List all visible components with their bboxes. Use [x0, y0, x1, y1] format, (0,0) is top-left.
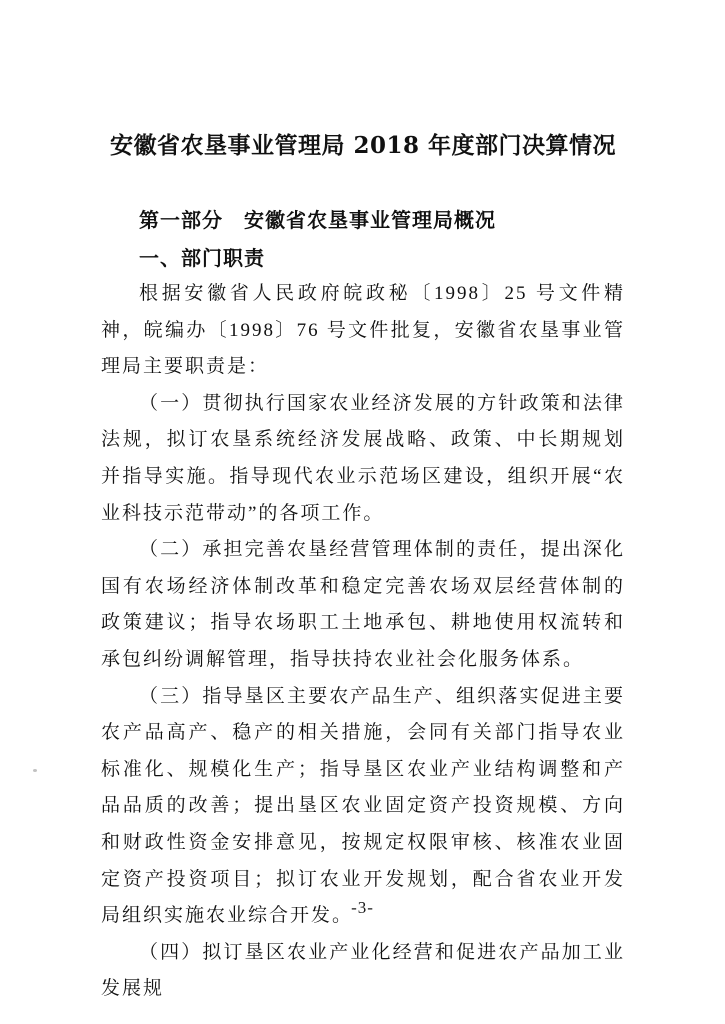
part-one-heading: 第一部分 安徽省农垦事业管理局概况	[139, 208, 496, 232]
paragraph-duty-2: （二）承担完善农垦经营管理体制的责任，提出深化国有农场经济体制改革和稳定完善农场双层经营体制的政策建议；指导农场职工土地承包、耕地使用权流转和承包纠纷调解管理，指导扶持农业社会化服务体系。	[101, 539, 625, 670]
page-number: -3-	[351, 898, 374, 917]
document-content	[101, 0, 625, 1008]
paragraph-duty-1: （一）贯彻执行国家农业经济发展的方针政策和法律法规，拟订农垦系统经济发展战略、政策、中长期规划并指导实施。指导现代农业示范场区建设，组织开展“农业科技示范带动”的各项工作。	[101, 392, 625, 524]
scan-artifact-dot	[33, 769, 37, 772]
paragraph-duty-3: （三）指导垦区主要农产品生产、组织落实促进主要农产品高产、稳产的相关措施，会同有关部门指导农业标准化、规模化生产；指导垦区农业产业结构调整和产品品质的改善；提出垦区农业固定资产投资规模、方向和财政性资金安排意见，按规定权限审核、核准农业固定资产投资项目；拟订农业开发规划，配合省农业开发局组织实施农业综合开发。	[101, 685, 625, 927]
section-heading-department-duties: 一、部门职责	[139, 246, 265, 270]
paragraph-duty-4: （四）拟订垦区农业产业化经营和促进农产品加工业发展规	[101, 941, 625, 1000]
document-title: 安徽省农垦事业管理局 2018 年度部门决算情况	[109, 132, 617, 159]
paragraph-intro: 根据安徽省人民政府皖政秘〔1998〕25 号文件精神，皖编办〔1998〕76 号文件批复，安徽省农垦事业管理局主要职责是：	[101, 283, 625, 378]
